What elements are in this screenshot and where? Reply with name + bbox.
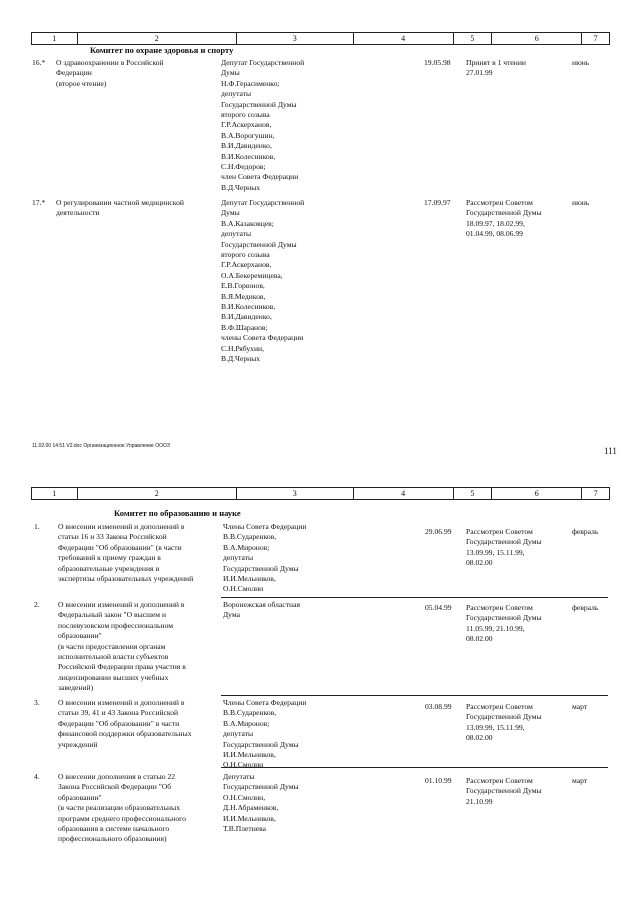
section-title: Комитет по охране здоровья и спорту — [90, 45, 234, 55]
col-4-header: 4 — [354, 488, 454, 499]
bill-date: 29.06.99 — [425, 527, 452, 536]
page-footer: 11.02.00 14:51 V2.doc Организационное Управление ОООЗ — [32, 443, 170, 449]
row-number: 3. — [34, 698, 40, 707]
bill-status: Рассмотрен Советом Государственной Думы 18.09.97, 18.02.99, 01.04.99, 08.06.99 — [466, 198, 542, 239]
bill-month: март — [572, 776, 588, 785]
bill-date: 01.10.99 — [425, 776, 452, 785]
bill-status: Рассмотрен Советом Государственной Думы 13.09.99, 15.11.99, 08.02.00 — [466, 527, 542, 568]
row-number: 4. — [34, 772, 40, 781]
col-2-header: 2 — [78, 33, 237, 44]
bill-status: Рассмотрен Советом Государственной Думы 13.09.99, 15.11.99, 08.02.00 — [466, 702, 542, 743]
row-number: 1. — [34, 522, 40, 531]
bill-status: Рассмотрен Советом Государственной Думы 11.05.99, 21.10.99, 08.02.00 — [466, 603, 542, 644]
page-number: 111 — [604, 446, 617, 456]
row-divider — [221, 767, 608, 768]
col-1-header: 1 — [32, 488, 78, 499]
col-3-header: 3 — [237, 488, 354, 499]
section-title: Комитет по образованию и науке — [114, 508, 241, 518]
col-1-header: 1 — [32, 33, 78, 44]
bill-authors: Воронежская областная Дума — [223, 600, 300, 620]
col-5-header: 5 — [454, 33, 493, 44]
row-divider — [221, 597, 608, 598]
bill-title: О внесении изменений и дополнений в Федеральный закон "О высшем и послевузовском профессиональном образовании" (в части предоставления органам исполнительной власти субъектов Российской Федерации права участия в лицензировании высших учебных заведений) — [58, 600, 186, 693]
col-2-header: 2 — [78, 488, 237, 499]
bill-date: 19.05.98 — [424, 58, 451, 67]
bill-authors: Депутаты Государственной Думы О.Н.Смолин, Д.Н.Абраменков, И.И.Мельников, Т.В.Плетнева — [223, 772, 299, 834]
row-number: 17.* — [32, 198, 46, 207]
bill-month: февраль — [572, 527, 599, 536]
bill-authors: Члены Совета Федерации В.В.Сударенков, В.А.Миронов; депутаты Государственной Думы И.И.Мельников, О.Н.Смолин — [223, 698, 307, 770]
bill-status: Рассмотрен Советом Государственной Думы 21.10.99 — [466, 776, 542, 806]
bill-title: О здравоохранении в Российской Федерации (второе чтение) — [56, 58, 164, 88]
bill-month: июнь — [572, 198, 590, 207]
bill-title: О внесении изменений и дополнений в статьи 39, 41 и 43 Закона Российской Федерации "Об образовании" в части финансовой поддержки образовательных учреждений — [58, 698, 192, 749]
bill-month: февраль — [572, 603, 599, 612]
bill-title: О внесении изменений и дополнений в статьи 16 и 33 Закона Российской Федерации "Об образовании" (в части требований к приему граждан в образовательные учреждения и экспертизы образовательных учреждений — [58, 522, 194, 584]
col-3-header: 3 — [237, 33, 354, 44]
col-5-header: 5 — [454, 488, 493, 499]
bill-date: 03.08.99 — [425, 702, 452, 711]
bill-month: июнь — [572, 58, 590, 67]
row-divider — [221, 695, 608, 696]
bill-date: 17.09.97 — [424, 198, 451, 207]
table-header-page1 — [31, 32, 610, 45]
bill-authors: Депутат Государственной Думы В.А.Казаковцев; депутаты Государственной Думы второго созыва Г.Р.Аскерханов, О.А.Бекеремицева, Е.В.Горюнов, В.Я.Медиков, В.И.Колесников, В.И.Давиденко, В.Ф.Шаранов; члены Совета Федерации С.Н.Рябухин, В.Д.Черных — [221, 198, 305, 364]
bill-date: 05.04.99 — [425, 603, 452, 612]
col-7-header: 7 — [593, 34, 598, 43]
col-6-header: 6 — [492, 488, 582, 499]
col-7-header: 7 — [593, 489, 598, 498]
col-4-header: 4 — [354, 33, 454, 44]
row-number: 2. — [34, 600, 40, 609]
row-number: 16.* — [32, 58, 46, 67]
table-header-page2 — [31, 487, 610, 500]
bill-title: О внесении дополнения в статью 22 Закона Российской Федерации "Об образовании" (в части реализации образовательных программ среднего профессионального образования в системе начального профессионального образования) — [58, 772, 186, 844]
bill-month: март — [572, 702, 588, 711]
bill-authors: Члены Совета Федерации В.В.Сударенков, В.А.Миронов; депутаты Государственной Думы И.И.Мельников, О.Н.Смолин — [223, 522, 307, 594]
bill-title: О регулировании частной медицинской деятельности — [56, 198, 184, 218]
bill-authors: Депутат Государственной Думы Н.Ф.Герасименко; депутаты Государственной Думы второго созыва Г.Р.Аскерханов, В.А.Ворогушин, В.И.Давиденко, В.И.Колесников, С.Н.Федоров; член Совета Федерации В.Д.Черных — [221, 58, 305, 192]
col-6-header: 6 — [492, 33, 582, 44]
bill-status: Принят в 1 чтении 27.01.99 — [466, 58, 526, 78]
